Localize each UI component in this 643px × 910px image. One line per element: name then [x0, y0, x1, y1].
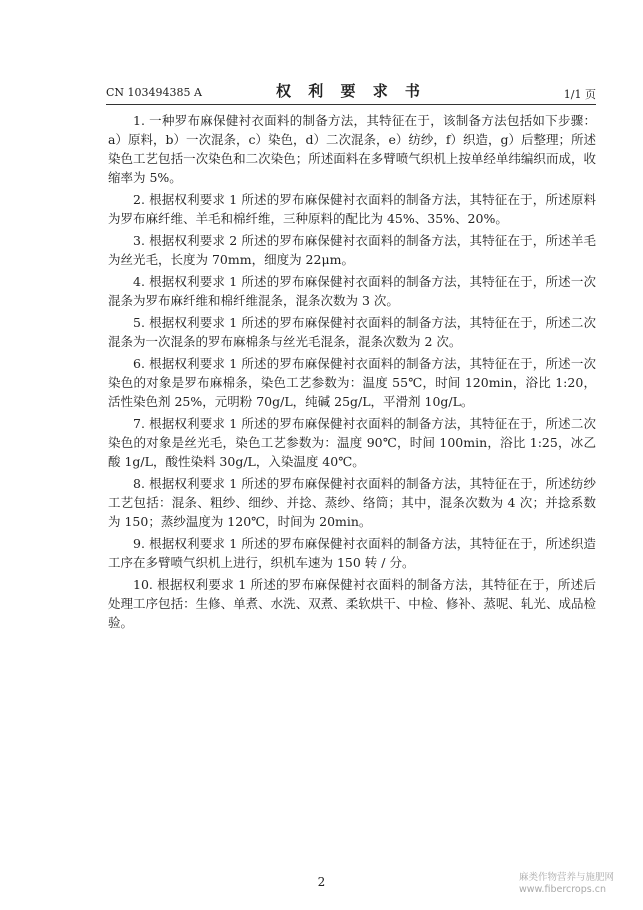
claim-9: 9. 根据权利要求 1 所述的罗布麻保健衬衣面料的制备方法，其特征在于，所述织造工序在多臂喷气织机上进行，织机车速为 150 转 / 分。	[108, 536, 596, 570]
claim-7: 7. 根据权利要求 1 所述的罗布麻保健衬衣面料的制备方法，其特征在于，所述二次染色的对象是丝光毛，染色工艺参数为：温度 90℃，时间 100min，浴比 1:25，冰乙酸 1g/L，酸性染料 30g/L，入染温度 40℃。	[108, 416, 596, 469]
claim-10: 10. 根据权利要求 1 所述的罗布麻保健衬衣面料的制备方法，其特征在于，所述后处理工序包括：生修、单煮、水洗、双煮、柔软烘干、中检、修补、蒸呢、轧光、成品检验。	[108, 577, 596, 630]
claim-1: 1. 一种罗布麻保健衬衣面料的制备方法，其特征在于，该制备方法包括如下步骤：a）原料，b）一次混条，c）染色，d）二次混条，e）纺纱，f）织造，g）后整理；所述染色工艺包括一次染色和二次染色；所述面料在多臂喷气织机上按单经单纬编织而成，收缩率为 5%。	[108, 113, 596, 185]
watermark-line-1: 麻类作物营养与施肥网	[519, 872, 615, 883]
page-number: 2	[317, 875, 326, 889]
claim-6: 6. 根据权利要求 1 所述的罗布麻保健衬衣面料的制备方法，其特征在于，所述一次染色的对象是罗布麻棉条，染色工艺参数为：温度 55℃，时间 120min，浴比 1:20，活性染色剂 25%，元明粉 70g/L，纯碱 25g/L，平滑剂 10g/L。	[108, 356, 596, 409]
claim-5: 5. 根据权利要求 1 所述的罗布麻保健衬衣面料的制备方法，其特征在于，所述二次混条为一次混条的罗布麻棉条与丝光毛混条，混条次数为 2 次。	[108, 315, 596, 349]
claim-8: 8. 根据权利要求 1 所述的罗布麻保健衬衣面料的制备方法，其特征在于，所述纺纱工艺包括：混条、粗纱、细纱、并捻、蒸纱、络筒；其中，混条次数为 4 次；并捻系数为 150；蒸纱温度为 120℃，时间为 20min。	[108, 476, 596, 529]
watermark	[519, 872, 637, 896]
claim-4: 4. 根据权利要求 1 所述的罗布麻保健衬衣面料的制备方法，其特征在于，所述一次混条为罗布麻纤维和棉纤维混条，混条次数为 3 次。	[108, 274, 596, 308]
page-indicator: 1/1 页	[563, 88, 596, 101]
publication-number: CN 103494385 A	[106, 86, 202, 99]
claim-2: 2. 根据权利要求 1 所述的罗布麻保健衬衣面料的制备方法，其特征在于，所述原料为罗布麻纤维、羊毛和棉纤维，三种原料的配比为 45%、35%、20%。	[108, 192, 596, 226]
watermark-line-2: www.fibercrops.cn	[519, 884, 606, 895]
page-title: 权 利 要 求 书	[276, 82, 426, 100]
document-header	[106, 80, 596, 102]
claim-3: 3. 根据权利要求 2 所述的罗布麻保健衬衣面料的制备方法，其特征在于，所述羊毛为丝光毛，长度为 70mm，细度为 22μm。	[108, 233, 596, 267]
header-divider	[106, 104, 596, 105]
claims-list	[108, 111, 596, 635]
